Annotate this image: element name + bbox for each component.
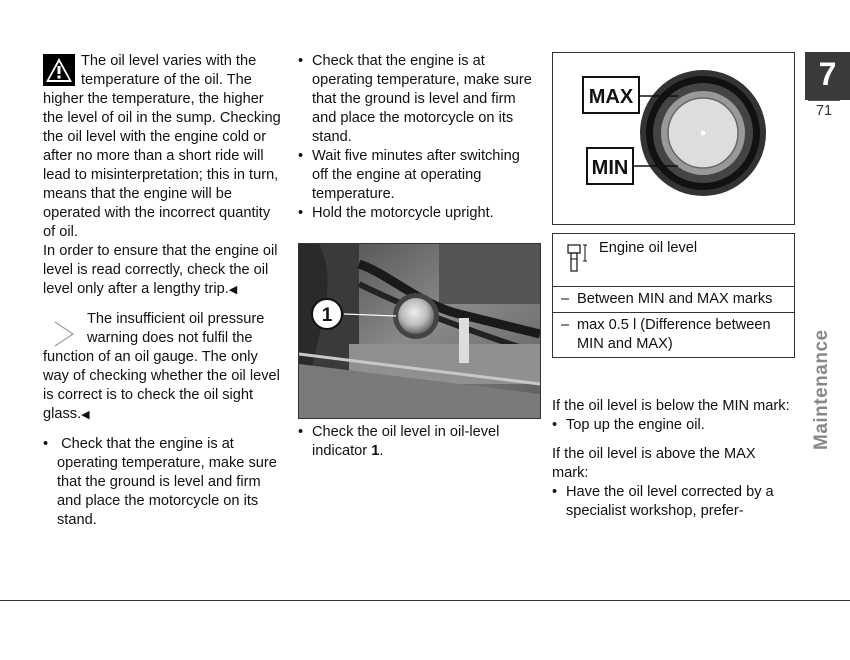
- section-title-text: Maintenance: [811, 329, 832, 450]
- note-paragraph: [43, 310, 283, 425]
- column-left: [43, 52, 283, 530]
- max-label: MAX: [588, 86, 634, 108]
- warning-text: The oil level varies with the temperature of the oil. The higher the temperature, the higher the level of oil in the sump. Checking the oil level with the engine cold or after no more than a short ride will lead to misinterpretation; this in turn, means that the engine will be operated with the incorrect quantity of oil.: [43, 53, 281, 240]
- oil-dipstick-icon: [565, 239, 591, 275]
- chapter-number: 7: [818, 56, 837, 92]
- punctuation: .: [379, 443, 384, 459]
- section-title: [808, 320, 836, 460]
- spec-row-text: Between MIN and MAX marks: [577, 291, 773, 307]
- warning-icon: [43, 54, 75, 86]
- list-item-text: Wait five minutes after switching off the engine at operating temperature.: [312, 148, 520, 202]
- spec-table: [552, 233, 795, 358]
- column-right: [552, 397, 792, 521]
- oil-sight-glass-diagram: [552, 52, 795, 225]
- list-item: [43, 435, 283, 530]
- note-text: The insufficient oil pressure warning does not fulfil the function of an oil gauge. The only way of checking whether the oil level is correct is to check the oil sight glass.: [43, 311, 280, 422]
- warning-paragraph-2: [43, 242, 283, 300]
- list-item: [552, 416, 792, 435]
- spec-title: Engine oil level: [599, 240, 698, 256]
- engine-photo-illustration: [299, 244, 540, 418]
- chapter-tab: [805, 52, 850, 100]
- end-mark: ◀: [228, 284, 238, 296]
- list-item: [298, 147, 538, 204]
- end-mark: ◀: [81, 409, 90, 421]
- spec-row-text: max 0.5 l (Difference between MIN and MAX): [577, 317, 771, 352]
- spec-header: [553, 234, 794, 286]
- min-label: MIN: [591, 157, 629, 179]
- check-level-block: [298, 423, 538, 461]
- spec-row: – Between MIN and MAX marks: [553, 286, 794, 312]
- below-min-text: If the oil level is below the MIN mark:: [552, 398, 790, 414]
- list-item-text: Top up the engine oil.: [566, 417, 705, 433]
- page-number: 71: [808, 100, 840, 119]
- list-item: [552, 483, 792, 521]
- spec-row: – max 0.5 l (Difference between MIN and MAX): [553, 312, 794, 357]
- list-item-text: Check the oil level in oil-level indicator: [312, 424, 500, 459]
- list-item-text: Check that the engine is at operating temperature, make sure that the ground is level and firm and place the motorcycle on its stand.: [57, 436, 277, 528]
- list-item-text: Hold the motorcycle upright.: [312, 205, 494, 221]
- column-middle: [298, 52, 538, 223]
- note-arrow-icon: [49, 318, 79, 348]
- list-item: [298, 423, 538, 461]
- photo-callout-1: 1: [321, 305, 333, 326]
- warning-paragraph: [43, 52, 283, 242]
- callout-ref: 1: [371, 443, 380, 459]
- warning-text-2: In order to ensure that the engine oil level is read correctly, check the oil level only after a lengthy trip.: [43, 243, 278, 297]
- list-item-text: Check that the engine is at operating temperature, make sure that the ground is level and firm and place the motorcycle on its stand.: [312, 53, 532, 145]
- list-item: [298, 204, 538, 223]
- above-max-text: If the oil level is above the MAX mark:: [552, 446, 756, 481]
- list-item-text: Have the oil level corrected by a specialist workshop, prefer-: [566, 484, 774, 519]
- engine-photo: [298, 243, 541, 419]
- list-item: [298, 52, 538, 147]
- footer-rule: [0, 600, 850, 601]
